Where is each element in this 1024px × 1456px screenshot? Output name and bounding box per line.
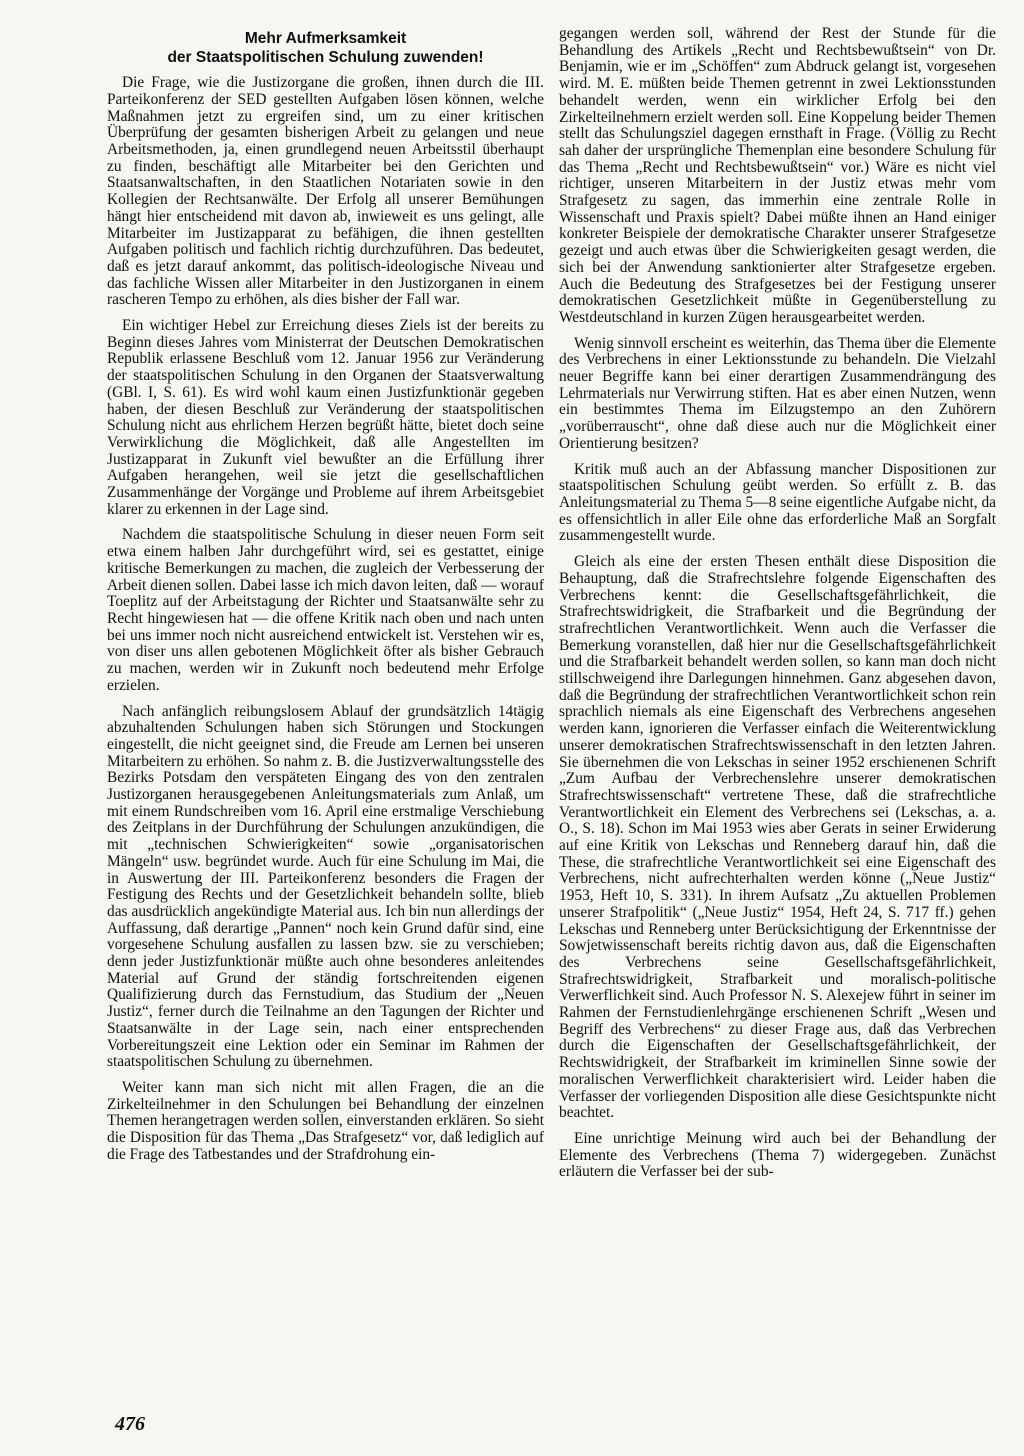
paragraph: Wenig sinnvoll erscheint es weiterhin, das Thema über die Elemente des Verbrechens in einer Lektionsstunde zu behandeln. Die Vielzahl neuer Begriffe kann bei einer derartigen Zusammendrängung des Lehrmaterials nur Verwirrung stiften. Hat es aber einen Nutzen, wenn ein bestimmtes Thema im Eilzugstempo an den Zuhörern „vorüberrauscht“, ohne daß diese auch nur die Möglichkeit einer Orientierung besitzen?	[559, 334, 996, 452]
left-column	[107, 30, 544, 1172]
paragraph: Gleich als eine der ersten Thesen enthält diese Disposition die Behauptung, daß die Strafrechtslehre folgende Eigenschaften des Verbrechens kennt: die Gesellschaftsgefährlichkeit, die Strafrechtswidrigkeit, die Strafbarkeit und die Begründung der strafrechtlichen Verantwortlichkeit. Wenn auch die Verfasser die Bemerkung voranstellen, daß hier nur die Gesellschaftsgefährlichkeit und die Strafbarkeit behandelt werden sollen, so kann man doch nicht stillschweigend ihre Darlegungen hinnehmen. Ganz abgesehen davon, daß die Begründung der strafrechtlichen Verantwortlichkeit schon rein sprachlich niemals als eine Eigenschaft des Verbrechens angesehen werden kann, ignorieren die Verfasser einfach die Weiterentwicklung unserer demokratischen Strafrechtswissenschaft in den letzten Jahren. Sie übernehmen die von Lekschas in seiner 1952 erschienenen Schrift „Zum Aufbau der Verbrechenslehre unserer demokratischen Strafrechtswissenschaft“ vertretene These, daß die strafrechtliche Verantwortlichkeit ein Element des Verbrechens sei (Lekschas, a. a. O., S. 18). Schon im Mai 1953 wies aber Gerats in seiner Erwiderung auf eine Kritik von Lekschas und Renneberg darauf hin, daß die These, die strafrechtliche Verantwortlichkeit sei eine Eigenschaft des Verbrechens, nicht aufrechterhalten werden könne („Neue Justiz“ 1953, Heft 10, S. 331). In ihrem Aufsatz „Zu aktuellen Problemen unserer Strafpolitik“ („Neue Justiz“ 1954, Heft 24, S. 717 ff.) gehen Lekschas und Renneberg unter Berücksichtigung der Erkenntnisse der Sowjetwissenschaft bereits richtig davon aus, daß die Eigenschaften des Verbrechens seine Gesellschaftsgefährlichkeit, Strafrechtswidrigkeit, Strafbarkeit und moralisch-politische Verwerflichkeit sind. Auch Professor N. S. Alexejew führt in seiner im Rahmen der Fernstudienlehrgänge erschienenen Schrift „Wesen und Begriff des Verbrechens“ zu dieser Frage aus, daß das Verbrechen durch die Eigenschaften der Gesellschaftsgefährlichkeit, der Rechtswidrigkeit, der Strafbarkeit im kriminellen Sinne sowie der moralischen Verwerflichkeit charakterisiert wird. Leider haben die Verfasser der vorliegenden Disposition alle diese Gesichtspunkte nicht beachtet.	[559, 553, 996, 1122]
paragraph: Die Frage, wie die Justizorgane die großen, ihnen durch die III. Parteikonferenz der SED gestellten Aufgaben lösen können, welche Maßnahmen jetzt zu ergreifen sind, um zu einer kritischen Überprüfung der gesamten bisherigen Arbeit zu gelangen und neue Arbeitsmethoden, ja, einen grundlegend neuen Arbeitsstil überhaupt zu finden, beschäftigt alle Mitarbeiter bei den Gerichten und Staatsanwaltschaften, in den Staatlichen Notariaten sowie in den Kollegien der Rechtsanwälte. Der Erfolg all unserer Bemühungen hängt hier entscheidend mit davon ab, inwieweit es uns gelingt, alle Mitarbeiter im Justizapparat zu befähigen, die ihnen gestellten Aufgaben politisch und fachlich richtig durchzuführen. Das bedeutet, daß es jetzt darauf ankommt, das politisch-ideologische Niveau und das fachliche Wissen aller Mitarbeiter in den Justizorganen in einem rascheren Tempo zu erhöhen, als dies bisher der Fall war.	[107, 74, 544, 309]
paragraph: Weiter kann man sich nicht mit allen Fragen, die an die Zirkelteilnehmer in den Schulungen bei Behandlung der einzelnen Themen herangetragen werden sollen, einverstanden erklären. So sieht die Disposition für das Thema „Das Strafgesetz“ vor, daß lediglich auf die Frage des Tatbestandes und der Strafdrohung ein-	[107, 1078, 544, 1163]
paragraph-continuation: gegangen werden soll, während der Rest der Stunde für die Behandlung des Artikels „Recht und Rechtsbewußtsein“ von Dr. Benjamin, wie er im „Schöffen“ zum Abdruck gelangt ist, vorgesehen wird. M. E. müßten beide Themen getrennt in zwei Lektionsstunden behandelt werden, wenn ein wirklicher Erfolg bei den Zirkelteilnehmern erzielt werden soll. Eine Koppelung beider Themen stellt das Schulungsziel dagegen ernsthaft in Frage. (Völlig zu Recht sah daher der ursprüngliche Themenplan eine besondere Schulung für das Thema „Recht und Rechtsbewußtsein“ vor.) Wäre es nicht viel richtiger, unseren Mitarbeitern in der Justiz etwas mehr vom Strafgesetz zu sagen, das immerhin eine zentrale Rolle in Wissenschaft und Praxis spielt? Dabei müßte ihnen an Hand einiger konkreter Beispiele der demokratische Charakter unserer Strafgesetze gezeigt und auch etwas über die Schwierigkeiten gesagt werden, die sich bei der Anwendung sanktionierter alter Strafgesetze ergeben. Auch die Bedeutung des Strafgesetzes bei der Festigung unserer demokratischen Gesetzlichkeit müßte in Gegenüberstellung zu Westdeutschland in kurzen Zügen herausgearbeitet werden.	[559, 25, 996, 326]
article-title-line-2: der Staatspolitischen Schulung zuwenden!	[167, 48, 484, 66]
paragraph: Ein wichtiger Hebel zur Erreichung dieses Ziels ist der bereits zu Beginn dieses Jahres vom Ministerrat der Deutschen Demokratischen Republik erlassene Beschluß vom 12. Januar 1956 zur Veränderung der staatspolitischen Schulung in den Organen der Staatsverwaltung (GBl. I, S. 61). Es wird wohl kaum einen Justizfunktionär gegeben haben, der diesen Beschluß zur Veränderung der staatspolitischen Schulung nicht aus ehrlichem Herzen begrüßt hätte, bietet doch seine Verwirklichung die Möglichkeit, daß alle Angestellten im Justizapparat in Zukunft viel bewußter an die Erfüllung ihrer Aufgaben herangehen, weil sie jetzt die gesellschaftlichen Zusammenhänge der Vorgänge und Probleme auf ihrem Arbeitsgebiet klarer zu erkennen in der Lage sind.	[107, 317, 544, 518]
paragraph: Nachdem die staatspolitische Schulung in dieser neuen Form seit etwa einem halben Jahr durchgeführt wird, sei es gestattet, einige kritische Bemerkungen zu machen, die zugleich der Verbesserung der Arbeit dienen sollen. Dabei lasse ich mich davon leiten, daß — worauf Toeplitz auf der Arbeitstagung der Richter und Staatsanwälte sehr zu Recht hingewiesen hat — die offene Kritik nach oben und nach unten bei uns immer noch nicht ausreichend entwickelt ist. Verstehen wir es, von diser uns allen gebotenen Möglichkeit öfter als bisher Gebrauch zu machen, werden wir in Zukunft noch bedeutend mehr Erfolge erzielen.	[107, 526, 544, 694]
article-title	[107, 30, 544, 67]
article-title-line-1: Mehr Aufmerksamkeit	[244, 30, 407, 47]
right-column	[559, 26, 996, 1190]
paragraph: Kritik muß auch an der Abfassung mancher Dispositionen zur staatspolitischen Schulung geübt werden. So erfüllt z. B. das Anleitungsmaterial zu Thema 5—8 seine eigentliche Aufgabe nicht, da es offensichtlich in aller Eile ohne das erforderliche Maß an Sorgfalt zusammengestellt wurde.	[559, 460, 996, 545]
page-number: 476	[115, 1413, 145, 1435]
paragraph: Eine unrichtige Meinung wird auch bei der Behandlung der Elemente des Verbrechens (Thema 7) widergegeben. Zunächst erläutern die Verfasser bei der sub-	[559, 1130, 996, 1181]
paragraph: Nach anfänglich reibungslosem Ablauf der grundsätzlich 14tägig abzuhaltenden Schulungen haben sich Störungen und Stockungen eingestellt, die nicht geeignet sind, die Freude am Lernen bei unseren Mitarbeitern zu erhöhen. So nahm z. B. die Justizverwaltungsstelle des Bezirks Potsdam den verspäteten Eingang des von den zentralen Justizorganen herausgegebenen Anleitungsmaterials zum Anlaß, um mit einem Rundschreiben vom 16. April eine erstmalige Verschiebung des Zeitplans in der Durchführung der Schulungen anzukündigen, die mit „technischen Schwierigkeiten“ sowie „organisatorischen Mängeln“ usw. begründet wurde. Auch für eine Schulung im Mai, die in Auswertung der III. Parteikonferenz besonders die Fragen der Festigung des Rechts und der Gesetzlichkeit behandeln sollte, blieb das ausdrücklich angekündigte Material aus. Ich bin nun allerdings der Auffassung, daß derartige „Pannen“ noch kein Grund dafür sind, eine vorgesehene Schulung ausfallen zu lassen bzw. sie zu verschieben; denn jeder Justizfunktionär müßte auch ohne besonderes anleitendes Material auf Grund der ständig fortschreitenden eigenen Qualifizierung durch das Fernstudium, das Studium der „Neuen Justiz“, ferner durch die Teilnahme an den Tagungen der Richter und Staatsanwälte in der Lage sein, nach einer entsprechenden Vorbereitungszeit eine Lektion oder ein Seminar im Rahmen der staatspolitischen Schulung zu übernehmen.	[107, 702, 544, 1071]
